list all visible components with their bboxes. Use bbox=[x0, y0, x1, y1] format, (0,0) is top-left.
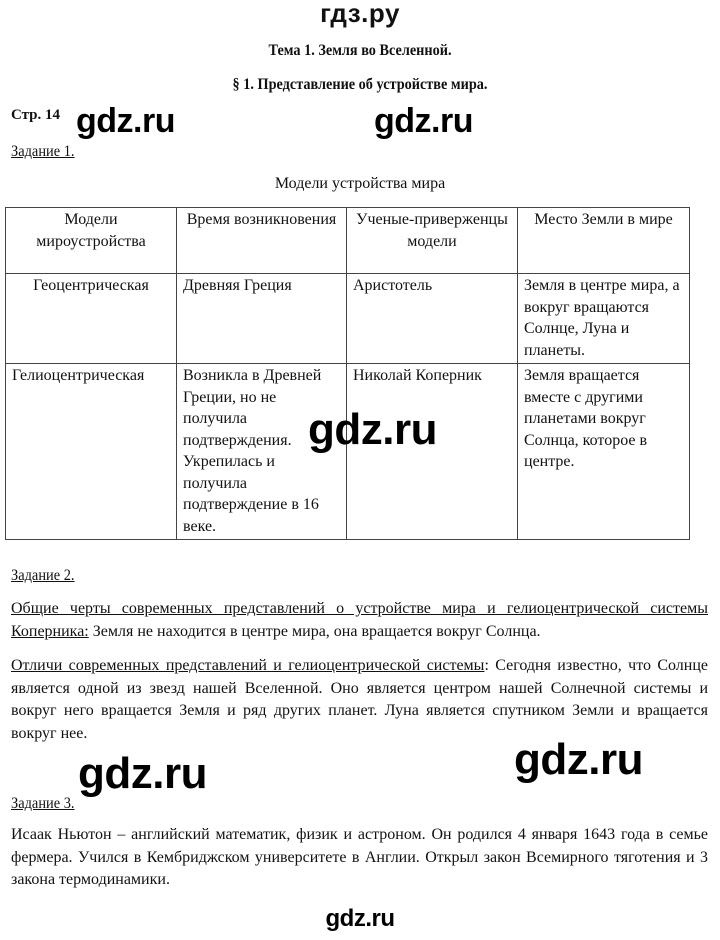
table-row bbox=[6, 274, 690, 364]
common-features-label: Общие черты современных представлений о устройстве мира и гелиоцентрической системы Коперника: bbox=[11, 600, 708, 640]
models-table bbox=[5, 207, 690, 540]
watermark: gdz.ru bbox=[514, 735, 643, 784]
watermark: gdz.ru bbox=[374, 102, 473, 140]
task2-diff-paragraph bbox=[11, 655, 708, 745]
task3-heading: Задание 3. bbox=[11, 795, 75, 812]
site-header-logo: гдз.ру bbox=[320, 0, 400, 28]
cell-earth-place: Земля в центре мира, а вокруг вращаются Солнце, Луна и планеты. bbox=[518, 274, 690, 364]
cell-earth-place: Земля вращается вместе с другими планетами вокруг Солнца, которое в центре. bbox=[518, 364, 690, 540]
cell-model: Гелиоцентрическая bbox=[6, 364, 177, 540]
cell-scientists: Николай Коперник bbox=[347, 364, 518, 540]
task3-paragraph: Исаак Ньютон – английский математик, физик и астроном. Он родился 4 января 1643 года в семье фермера. Учился в Кембриджском университете в Англии. Открыл закон Всемирного тяготения и 3 закона термодинамики. bbox=[11, 826, 708, 888]
task2-common-paragraph bbox=[11, 598, 708, 643]
page-reference: Стр. 14 bbox=[11, 107, 61, 123]
column-header-models: Модели мироустройства bbox=[6, 208, 177, 274]
footer-watermark: gdz.ru bbox=[325, 905, 395, 932]
cell-time: Древняя Греция bbox=[177, 274, 347, 364]
differences-text: : Сегодня известно, что Солнце является одной из звезд нашей Вселенной. Оно является центром нашей Солнечной системы и вокруг него вращается Земля и ряд других планет. Луна является спутником Земли и вращается вокруг нее. bbox=[11, 657, 708, 742]
column-header-scientists: Ученые-приверженцы модели bbox=[347, 208, 518, 274]
task2-heading: Задание 2. bbox=[11, 567, 75, 584]
watermark: gdz.ru bbox=[78, 749, 207, 798]
column-header-earth-place: Место Земли в мире bbox=[518, 208, 690, 274]
section-title: § 1. Представление об устройстве мира. bbox=[232, 76, 488, 93]
table-header-row bbox=[6, 208, 690, 274]
topic-title: Тема 1. Земля во Вселенной. bbox=[268, 42, 452, 59]
table-caption: Модели устройства мира bbox=[274, 175, 446, 192]
cell-scientists: Аристотель bbox=[347, 274, 518, 364]
column-header-time: Время возникновения bbox=[177, 208, 347, 274]
common-features-text: Земля не находится в центре мира, она вращается вокруг Солнца. bbox=[88, 622, 541, 640]
cell-time: Возникла в Древней Греции, но не получила подтверждения. Укрепилась и получила подтверждение в 16 веке. bbox=[177, 364, 347, 540]
cell-model: Геоцентрическая bbox=[6, 274, 177, 364]
differences-label: Отличи современных представлений и гелиоцентрической системы bbox=[11, 657, 485, 674]
watermark: gdz.ru bbox=[76, 102, 175, 140]
watermark: gdz.ru bbox=[308, 405, 437, 454]
task1-heading: Задание 1. bbox=[11, 143, 75, 160]
